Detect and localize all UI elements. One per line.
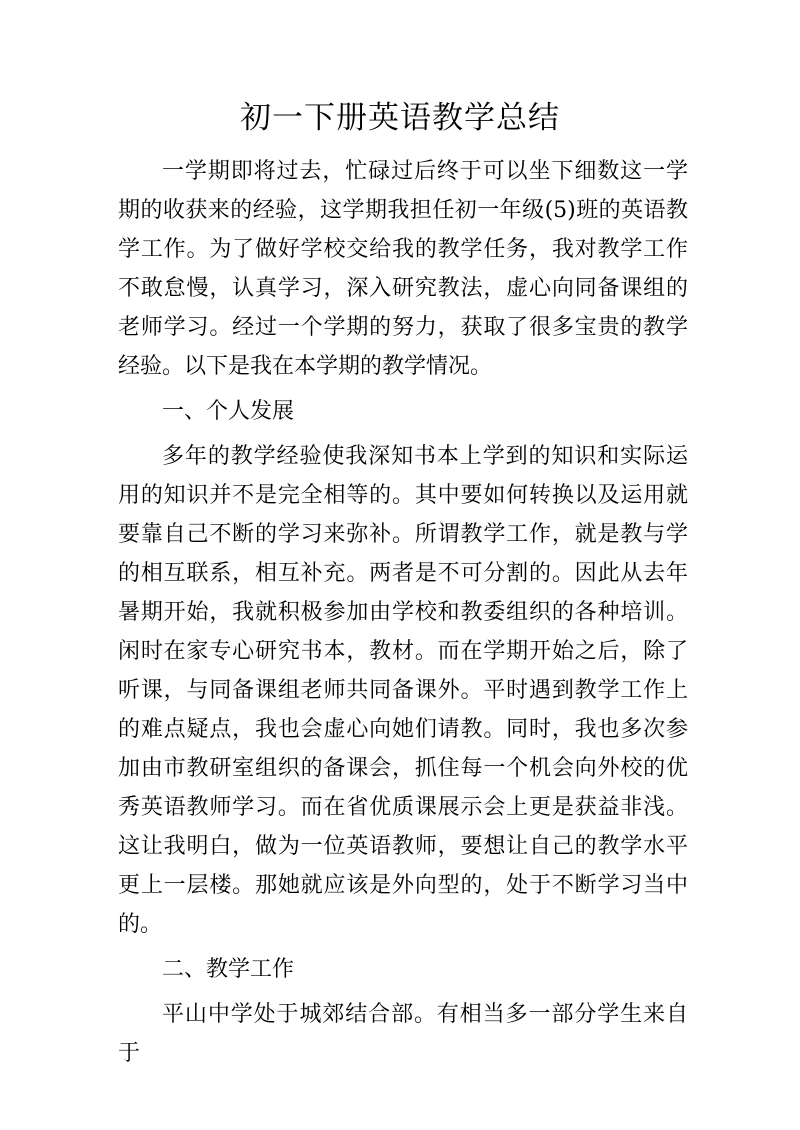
document-title: 初一下册英语教学总结: [240, 100, 560, 136]
intro-paragraph: 一学期即将过去，忙碌过后终于可以坐下细数这一学期的收获来的经验，这学期我担任初一年级(5)班的英语教学工作。为了做好学校交给我的教学任务，我对教学工作不敢怠慢，认真学习，深入研究教法，虚心向同备课组的老师学习。经过一个学期的努力，获取了很多宝贵的教学经验。以下是我在本学期的教学情况。: [118, 159, 688, 379]
section-heading-teaching-work: 二、教学工作: [162, 957, 295, 982]
personal-development-paragraph: 多年的教学经验使我深知书本上学到的知识和实际运用的知识并不是完全相等的。其中要如何转换以及运用就要靠自己不断的学习来弥补。所谓教学工作，就是教与学的相互联系，相互补充。两者是不可分割的。因此从去年暑期开始，我就积极参加由学校和教委组织的各种培训。闲时在家专心研究书本，教材。而在学期开始之后，除了听课，与同备课组老师共同备课外。平时遇到教学工作上的难点疑点，我也会虚心向她们请教。同时，我也多次参加由市教研室组织的备课会，抓住每一个机会向外校的优秀英语教师学习。而在省优质课展示会上更是获益非浅。这让我明白，做为一位英语教师，要想让自己的教学水平更上一层楼。那她就应该是外向型的，处于不断学习当中的。: [118, 444, 688, 937]
section-heading-personal-development: 一、个人发展: [162, 399, 295, 424]
teaching-work-paragraph: 平山中学处于城郊结合部。有相当多一部分学生来自于: [118, 1002, 688, 1066]
document-body: [118, 152, 688, 1073]
